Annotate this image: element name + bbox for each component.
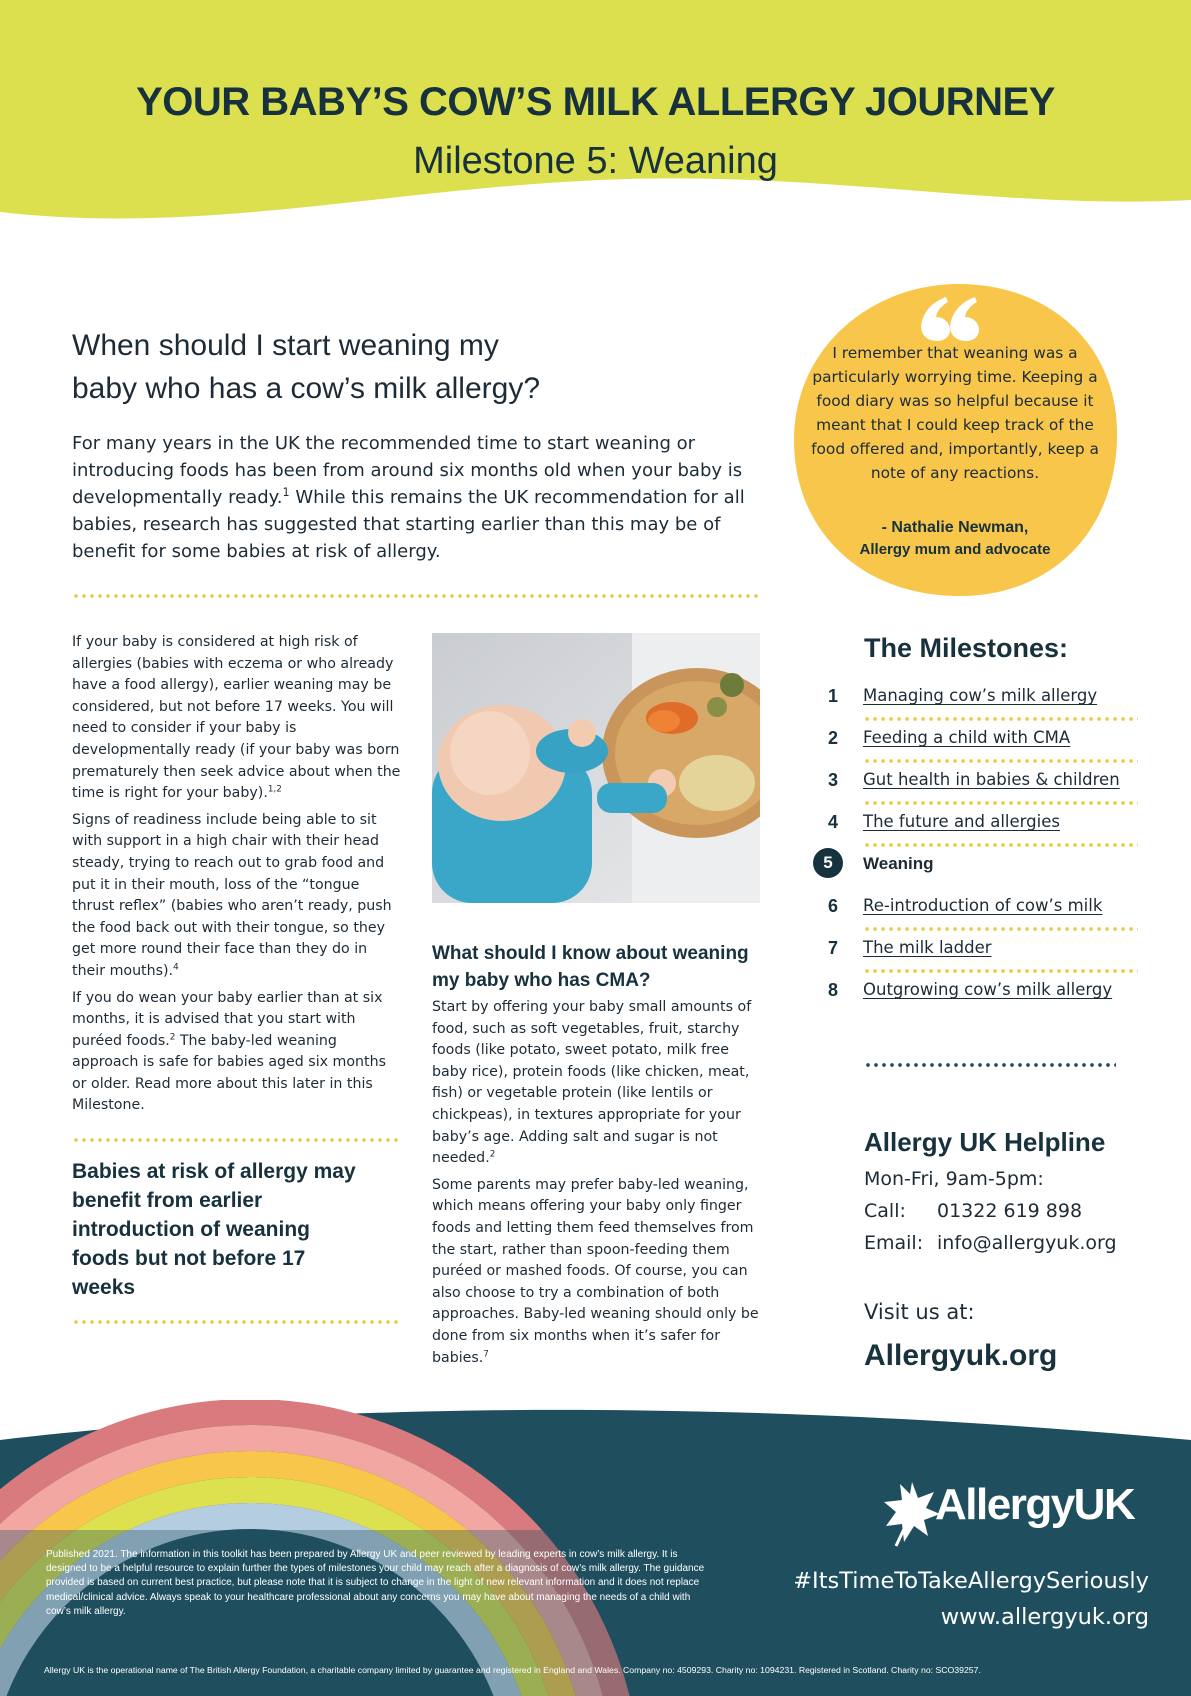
milestones-title: The Milestones: bbox=[864, 633, 1069, 663]
milestone-item-current bbox=[820, 852, 1120, 894]
call-label: Call: bbox=[864, 1200, 906, 1222]
callout-text: Babies at risk of allergy may benefit from earlier introduction of weaning foods but not before 17 weeks bbox=[72, 1160, 356, 1299]
paragraph bbox=[72, 988, 402, 1118]
column-middle bbox=[432, 997, 762, 1374]
paragraph bbox=[432, 997, 762, 1170]
paragraph-text: Signs of readiness include being able to sit with support in a high chair with their head steady, trying to reach out to grab food and put it in their mouth, loss of the “tongue thrust reflex” (babies who aren’t ready, push the food back out with their tongue, so they get more round their face than they do in their mouths). bbox=[72, 811, 392, 979]
divider-dotted bbox=[72, 1320, 400, 1324]
divider-dotted bbox=[863, 927, 1138, 931]
ref: 1,2 bbox=[267, 784, 282, 795]
milestone-item[interactable] bbox=[820, 684, 1120, 726]
column-left bbox=[72, 632, 402, 1122]
milestone-item[interactable] bbox=[820, 978, 1120, 1020]
milestone-number: 1 bbox=[827, 686, 838, 706]
milestone-number: 4 bbox=[827, 812, 838, 832]
intro-text-a: For many years in the UK the recommended time to start weaning or introducing foods has been from around six months old when your baby is developmentally ready. bbox=[72, 433, 743, 508]
divider-dotted bbox=[863, 969, 1138, 973]
milestone-item[interactable] bbox=[820, 726, 1120, 768]
milestone-number: 8 bbox=[827, 980, 838, 1000]
ref: 2 bbox=[489, 1149, 496, 1160]
milestone-link[interactable]: Feeding a child with CMA bbox=[863, 728, 1071, 747]
ref: 4 bbox=[173, 962, 179, 973]
ref: 7 bbox=[483, 1348, 489, 1359]
milestone-number: 3 bbox=[827, 770, 838, 790]
email-link[interactable]: info@allergyuk.org bbox=[937, 1232, 1117, 1254]
paragraph-text: Start by offering your baby small amounts of food, such as soft vegetables, fruit, starchy foods (like potato, sweet potato, milk free baby rice), protein foods (like chicken, meat, fish) or vegetable protein (like lentils or chickpeas), in textures appropriate for your baby’s age. Adding salt and sugar is not needed. bbox=[432, 999, 752, 1167]
divider-dotted bbox=[863, 759, 1138, 763]
ref: 2 bbox=[169, 1031, 176, 1042]
helpline-title: Allergy UK Helpline bbox=[864, 1127, 1106, 1157]
milestone-link[interactable]: The future and allergies bbox=[863, 812, 1060, 831]
page-title: YOUR BABY’S COW’S MILK ALLERGY JOURNEY bbox=[136, 80, 1055, 124]
milestone-link[interactable]: Re-introduction of cow’s milk bbox=[863, 896, 1103, 915]
divider-dotted bbox=[863, 843, 1138, 847]
intro-paragraph bbox=[72, 430, 752, 565]
paragraph bbox=[432, 1175, 762, 1369]
divider-dotted-navy bbox=[864, 1063, 1116, 1067]
quote-author: - Nathalie Newman, bbox=[881, 519, 1029, 536]
website-link[interactable]: Allergyuk.org bbox=[864, 1339, 1058, 1372]
column-heading: What should I know about weaning my baby who has CMA? bbox=[432, 943, 749, 991]
baby-weaning-photo bbox=[432, 633, 760, 903]
header-wave bbox=[0, 0, 1191, 250]
heading-line-1: When should I start weaning my bbox=[72, 329, 499, 362]
intro-text-b: While this remains the UK recommendation for all babies, research has suggested that starting earlier than this may be of benefit for some babies at risk of allergy. bbox=[72, 487, 745, 562]
paragraph-text: If your baby is considered at high risk of allergies (babies with eczema or who already have a food allergy), earlier weaning may be considered, but not before 17 weeks. You will need to consider if your baby is developmentally ready (if your baby was born prematurely then seek advice about when the time is right for your baby). bbox=[72, 634, 401, 802]
helpline-email-row bbox=[864, 1232, 1117, 1254]
milestone-number: 6 bbox=[827, 896, 838, 916]
milestone-number: 7 bbox=[827, 938, 838, 958]
heading-line-2: baby who has a cow’s milk allergy? bbox=[72, 372, 541, 405]
milestones-list bbox=[820, 684, 1120, 1020]
disclaimer-text: Published 2021. The information in this toolkit has been prepared by Allergy UK and peer reviewed by leading experts in cow’s milk allergy. It is designed to be a helpful resource to explain further the types of milestones your child may reach after a diagnosis of cow’s milk allergy. The guidance provided is based on current best practice, but please note that it is subject to change in the light of new relevant information and it does not replace medical/clinical advice. Always speak to your healthcare professional about any concerns you may have about managing the needs of a child with cow’s milk allergy. bbox=[46, 1549, 705, 1617]
milestone-item[interactable] bbox=[820, 810, 1120, 852]
milestone-item[interactable] bbox=[820, 768, 1120, 810]
quote-text: I remember that weaning was a particularly worrying time. Keeping a food diary was so helpful because it meant that I could keep track of the food offered and, importantly, keep a note of any reactions. bbox=[811, 344, 1099, 482]
divider-dotted bbox=[863, 801, 1138, 805]
paragraph bbox=[72, 632, 402, 805]
milestone-label-current: Weaning bbox=[863, 854, 934, 873]
page-subtitle: Milestone 5: Weaning bbox=[413, 140, 778, 182]
paragraph-text: Some parents may prefer baby-led weaning, which means offering your baby only finger foods and letting them feed themselves from the start, rather than spoon-feeding them puréed or mashed foods. Of course, you can also choose to try a combination of both approaches. Baby-led weaning should only be done from six months when it’s safer for babies. bbox=[432, 1176, 759, 1366]
allergyuk-logo-text: AllergyUK bbox=[935, 1480, 1135, 1529]
milestone-link[interactable]: Managing cow’s milk allergy bbox=[863, 686, 1098, 705]
paragraph bbox=[72, 810, 402, 983]
quote-role: Allergy mum and advocate bbox=[859, 541, 1051, 558]
milestone-number-current: 5 bbox=[813, 848, 843, 878]
helpline-call-row bbox=[864, 1200, 1083, 1222]
milestone-link[interactable]: Outgrowing cow’s milk allergy bbox=[863, 980, 1113, 999]
header-band bbox=[0, 0, 1191, 250]
milestone-number: 2 bbox=[827, 728, 838, 748]
divider-dotted bbox=[863, 717, 1138, 721]
milestone-link[interactable]: The milk ladder bbox=[863, 938, 992, 957]
footer-website-link[interactable]: www.allergyuk.org bbox=[940, 1604, 1149, 1630]
ref-1: 1 bbox=[282, 486, 290, 499]
helpline-hours: Mon-Fri, 9am-5pm: bbox=[864, 1168, 1044, 1190]
visit-label: Visit us at: bbox=[864, 1300, 975, 1324]
email-label: Email: bbox=[864, 1232, 924, 1254]
divider-dotted bbox=[72, 1138, 400, 1142]
milestone-link[interactable]: Gut health in babies & children bbox=[863, 770, 1120, 789]
milestone-item[interactable] bbox=[820, 894, 1120, 936]
paragraph-text: If you do wean your baby earlier than at six months, it is advised that you start with puréed foods. bbox=[72, 989, 383, 1049]
legal-text: Allergy UK is the operational name of The British Allergy Foundation, a charitable company limited by guarantee and registered in England and Wales. Company no: 4509293. Charity no: 1094231. Registered in Scotland. Charity no: SCO39257. bbox=[44, 1665, 981, 1675]
milestone-item[interactable] bbox=[820, 936, 1120, 978]
photo-illustration bbox=[432, 633, 760, 903]
hashtag: #ItsTimeToTakeAllergySeriously bbox=[793, 1568, 1149, 1594]
divider-dotted bbox=[72, 594, 762, 598]
phone-link[interactable]: 01322 619 898 bbox=[937, 1200, 1083, 1222]
paragraph-text: The baby-led weaning approach is safe for babies aged six months or older. Read more about this later in this Milestone. bbox=[72, 1032, 386, 1114]
